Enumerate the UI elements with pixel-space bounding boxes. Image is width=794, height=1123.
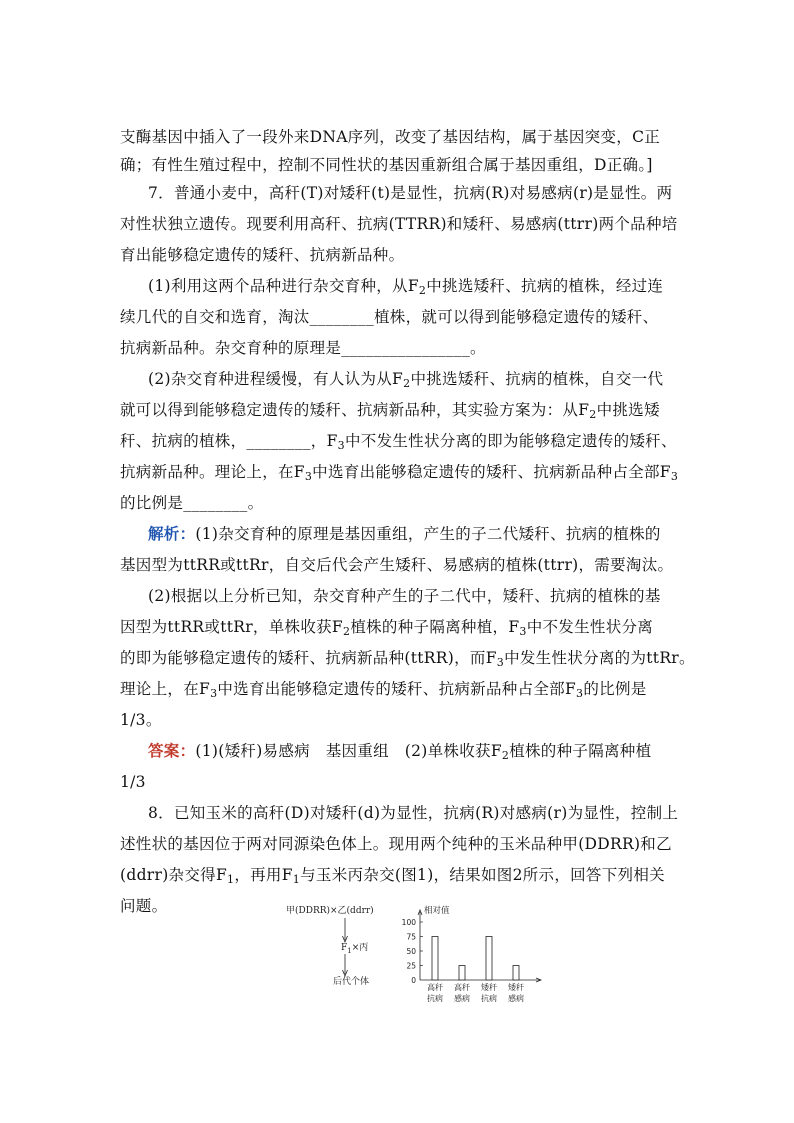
question-7-part-2-line-5: 的比例是________。 (120, 494, 264, 512)
subscript: 1 (292, 873, 301, 886)
subscript: 3 (670, 470, 679, 483)
f1-cross-partner: ×丙 (351, 943, 369, 953)
y-tick-label: 75 (406, 932, 416, 942)
category-labels (427, 982, 524, 1003)
text-segment: 的即为能够稳定遗传的矮秆、抗病新品种(ttRR)，而F (120, 649, 497, 667)
text-segment: 植株的种子隔离种植 (509, 742, 652, 760)
answer-line-1 (148, 740, 651, 762)
subscript: 3 (576, 687, 584, 700)
question-7-line-2: 对性状独立遗传。现要利用高秆、抗病(TTRR)和矮秆、易感病(ttrr)两个品种培 (120, 215, 678, 233)
question-8-line-4: 问题。 (120, 897, 168, 915)
question-7-line-3: 育出能够稳定遗传的矮秆、抗病新品种。 (120, 246, 405, 264)
y-tick-label: 100 (401, 918, 416, 927)
question-8-line-1: 8．已知玉米的高秆(D)对矮秆(d)为显性，抗病(R)对感病(r)为显性，控制上 (148, 804, 679, 822)
text-segment: ，再用F (234, 866, 293, 884)
text-segment: 理论上，在F (120, 680, 211, 698)
category-label: 矮秆 (481, 983, 497, 992)
category-label: 抗病 (481, 994, 497, 1003)
bar (459, 966, 465, 981)
category-label: 高秆 (454, 983, 470, 992)
bar (432, 937, 438, 981)
analysis-line-4 (120, 616, 653, 638)
subscript: 2 (343, 625, 351, 638)
text-segment: 就可以得到能够稳定遗传的矮秆、抗病新品种，其实验方案为：从F (120, 401, 590, 419)
text-segment: 中挑选矮 (596, 401, 660, 419)
subscript: 3 (519, 625, 527, 638)
question-7-part-2-line-3 (120, 430, 677, 452)
text-segment: 中选育出能够稳定遗传的矮秆、抗病新品种占全部F (312, 463, 671, 481)
subscript: 1 (227, 873, 235, 886)
question-7-part-2-line-4 (120, 461, 678, 483)
y-axis-label: 相对值 (424, 906, 450, 916)
y-tick-label: 50 (406, 947, 416, 956)
analysis-line-3: (2)根据以上分析已知，杂交育种产生的子二代中，矮秆、抗病的植株的基 (148, 587, 661, 605)
text-segment: 的比例是 (583, 680, 647, 698)
subscript: 3 (210, 687, 218, 700)
subscript: 2 (501, 749, 510, 762)
question-7-part-1-line-1 (148, 275, 663, 297)
f1-label: F (341, 943, 348, 953)
subscript: 3 (496, 656, 505, 669)
analysis-line-5 (120, 647, 695, 669)
text-segment: 因型为ttRR或ttRr，单株收获F (120, 618, 343, 636)
text-segment: 中不发生性状分离 (526, 618, 654, 636)
question-7-part-1-line-2: 续几代的自交和选育，淘汰________植株，就可以得到能够稳定遗传的矮秆、 (120, 308, 659, 326)
text-segment: 中选育出能够稳定遗传的矮秆、抗病新品种占全部F (217, 680, 577, 698)
text-segment: (1)利用这两个品种进行杂交育种，从F (148, 277, 419, 295)
question-7-line-1: 7．普通小麦中，高秆(T)对矮秆(t)是显性，抗病(R)对易感病(r)是显性。两 (148, 184, 673, 202)
analysis-line-2: 基因型为ttRR或ttRr，自交后代会产生矮秆、易感病的植株(ttrr)，需要淘汰。 (120, 556, 674, 574)
cross-parents: 甲(DDRR)×乙(ddrr) (286, 906, 374, 916)
question-7-part-2-line-2 (120, 399, 660, 421)
category-label: 高秆 (427, 983, 443, 992)
y-tick-label: 0 (411, 976, 416, 985)
subscript: 3 (337, 439, 345, 452)
answer-line-2: 1/3 (120, 773, 146, 791)
bar (486, 937, 492, 981)
category-label: 感病 (454, 994, 470, 1003)
question-8-line-2: 述性状的基因位于两对同源染色体上。现用两个纯种的玉米品种甲(DDRR)和乙 (120, 835, 672, 853)
bar-chart (368, 904, 548, 1012)
text-segment: 与玉米丙杂交(图1)，结果如图2所示，回答下列相关 (300, 866, 665, 884)
question-7-part-2-line-1 (148, 368, 663, 390)
text-segment: (1)杂交育种的原理是基因重组，产生的子二代矮秆、抗病的植株的 (195, 525, 661, 543)
analysis-line-7: 1/3。 (120, 711, 162, 729)
answer-label: 答案： (148, 741, 196, 760)
f1-subscript: 1 (347, 947, 352, 955)
subscript: 2 (418, 284, 427, 297)
text-segment: 中不发生性状分离的即为能够稳定遗传的矮秆、 (344, 432, 677, 450)
category-label: 抗病 (427, 994, 443, 1003)
category-label: 矮秆 (508, 983, 524, 992)
bars (432, 937, 519, 981)
question-8-line-3 (120, 864, 665, 886)
subscript: 3 (304, 470, 313, 483)
y-tick-label: 25 (406, 961, 416, 971)
text-segment: (1)(矮秆)易感病 基因重组 (2)单株收获F (195, 742, 502, 760)
category-label: 感病 (508, 994, 524, 1003)
text-segment: 抗病新品种。理论上，在F (120, 463, 305, 481)
cross-arrows (330, 916, 370, 978)
question-7-part-1-line-3: 抗病新品种。杂交育种的原理是________________。 (120, 339, 486, 357)
subscript: 2 (589, 408, 597, 421)
bar (513, 966, 519, 981)
text-segment: (2)杂交育种进程缓慢，有人认为从F (148, 370, 404, 388)
text-segment: (ddrr)杂交得F (120, 866, 228, 884)
text-segment: 秆、抗病的植株，________，F (120, 432, 338, 450)
text-line-1: 支酶基因中插入了一段外来DNA序列，改变了基因结构，属于基因突变，C正 (120, 128, 661, 146)
text-line-2: 确；有性生殖过程中，控制不同性状的基因重新组合属于基因重组，D正确。] (120, 156, 653, 174)
subscript: 2 (403, 377, 411, 390)
analysis-line-6 (120, 678, 647, 700)
text-segment: 中挑选矮秆、抗病的植株，经过连 (426, 277, 664, 295)
text-segment: 中挑选矮秆、抗病的植株，自交一代 (410, 370, 664, 388)
text-segment: 植株的种子隔离种植，F (350, 618, 520, 636)
analysis-label: 解析： (148, 524, 196, 543)
text-segment: 中发生性状分离的为ttRr。 (504, 649, 695, 667)
analysis-line-1 (148, 523, 661, 545)
cross-offspring: 后代个体 (333, 977, 370, 987)
